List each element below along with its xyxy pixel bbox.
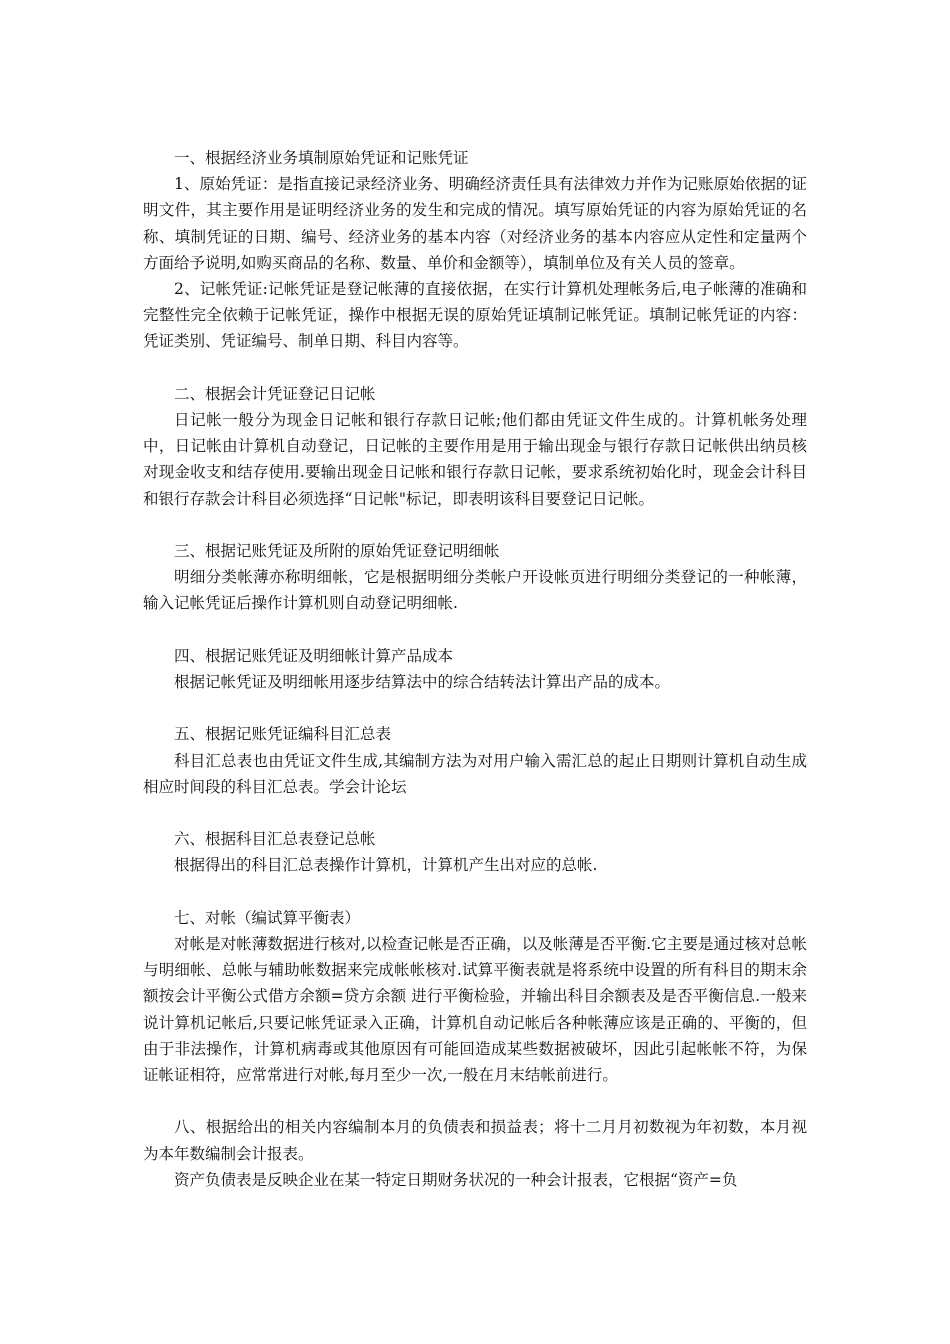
section-paragraph: 根据得出的科目汇总表操作计算机，计算机产生出对应的总帐. <box>174 856 598 875</box>
document-page <box>143 145 807 1193</box>
section-paragraph: 明细分类帐薄亦称明细帐，它是根据明细分类帐户开设帐页进行明细分类登记的一种帐薄，输入记帐凭证后操作计算机则自动登记明细帐. <box>143 568 807 613</box>
section-2 <box>143 381 807 512</box>
section-3 <box>143 538 807 617</box>
section-6 <box>143 826 807 878</box>
section-heading: 五、根据记账凭证编科目汇总表 <box>174 725 392 744</box>
section-4 <box>143 643 807 695</box>
section-paragraph: 对帐是对帐薄数据进行核对,以检查记帐是否正确，以及帐薄是否平衡.它主要是通过核对总帐与明细帐、总帐与辅助帐数据来完成帐帐核对.试算平衡表就是将系统中设置的所有科目的期末余额按会计平衡公式借方余额=贷方余额 进行平衡检验，并输出科目余额表及是否平衡信息.一般来说计算机记帐后,只要记帐凭证录入正确，计算机自动记帐后各种帐薄应该是正确的、平衡的，但由于非法操作，计算机病毒或其他原因有可能回造成某些数据被破坏，因此引起帐帐不符，为保证帐证相符，应常常进行对帐,每月至少一次,一般在月末结帐前进行。 <box>143 935 807 1085</box>
section-heading: 二、根据会计凭证登记日记帐 <box>174 384 376 403</box>
section-1 <box>143 145 807 355</box>
section-heading: 一、根据经济业务填制原始凭证和记账凭证 <box>174 149 469 167</box>
section-heading: 六、根据科目汇总表登记总帐 <box>174 830 376 849</box>
section-heading: 四、根据记账凭证及明细帐计算产品成本 <box>174 646 454 665</box>
section-paragraph: 八、根据给出的相关内容编制本月的负债表和损益表；将十二月月初数视为年初数，本月视为本年数编制会计报表。 <box>143 1118 807 1163</box>
section-paragraph: 科目汇总表也由凭证文件生成,其编制方法为对用户输入需汇总的起止日期则计算机自动生成相应时间段的科目汇总表。学会计论坛 <box>143 751 807 796</box>
section-paragraph: 日记帐一般分为现金日记帐和银行存款日记帐;他们都由凭证文件生成的。计算机帐务处理中，日记帐由计算机自动登记，日记帐的主要作用是用于输出现金与银行存款日记帐供出纳员核对现金收支和结存使用.要输出现金日记帐和银行存款日记帐，要求系统初始化时，现金会计科目和银行存款会计科目必须选择“日记帐"标记，即表明该科目要登记日记帐。 <box>143 411 807 508</box>
section-7 <box>143 905 807 1088</box>
section-paragraph: 根据记帐凭证及明细帐用逐步结算法中的综合结转法计算出产品的成本。 <box>174 673 671 692</box>
section-5 <box>143 721 807 800</box>
section-paragraph: 1、原始凭证：是指直接记录经济业务、明确经济责任具有法律效力并作为记账原始依据的证明文件，其主要作用是证明经济业务的发生和完成的情况。填写原始凭证的内容为原始凭证的名称、填制凭证的日期、编号、经济业务的基本内容（对经济业务的基本内容应从定性和定量两个方面给予说明,如购买商品的名称、数量、单价和金额等），填制单位及有关人员的签章。 <box>143 175 807 272</box>
section-paragraph: 资产负债表是反映企业在某一特定日期财务状况的一种会计报表，它根据“资产=负 <box>174 1170 738 1189</box>
section-8 <box>143 1114 807 1193</box>
section-heading: 七、对帐（编试算平衡表） <box>174 908 361 927</box>
section-paragraph: 2、记帐凭证:记帐凭证是登记帐薄的直接依据，在实行计算机处理帐务后,电子帐薄的准确和完整性完全依赖于记帐凭证，操作中根据无误的原始凭证填制记帐凭证。填制记帐凭证的内容：凭证类别、凭证编号、制单日期、科目内容等。 <box>143 280 807 351</box>
section-heading: 三、根据记账凭证及所附的原始凭证登记明细帐 <box>174 542 500 561</box>
